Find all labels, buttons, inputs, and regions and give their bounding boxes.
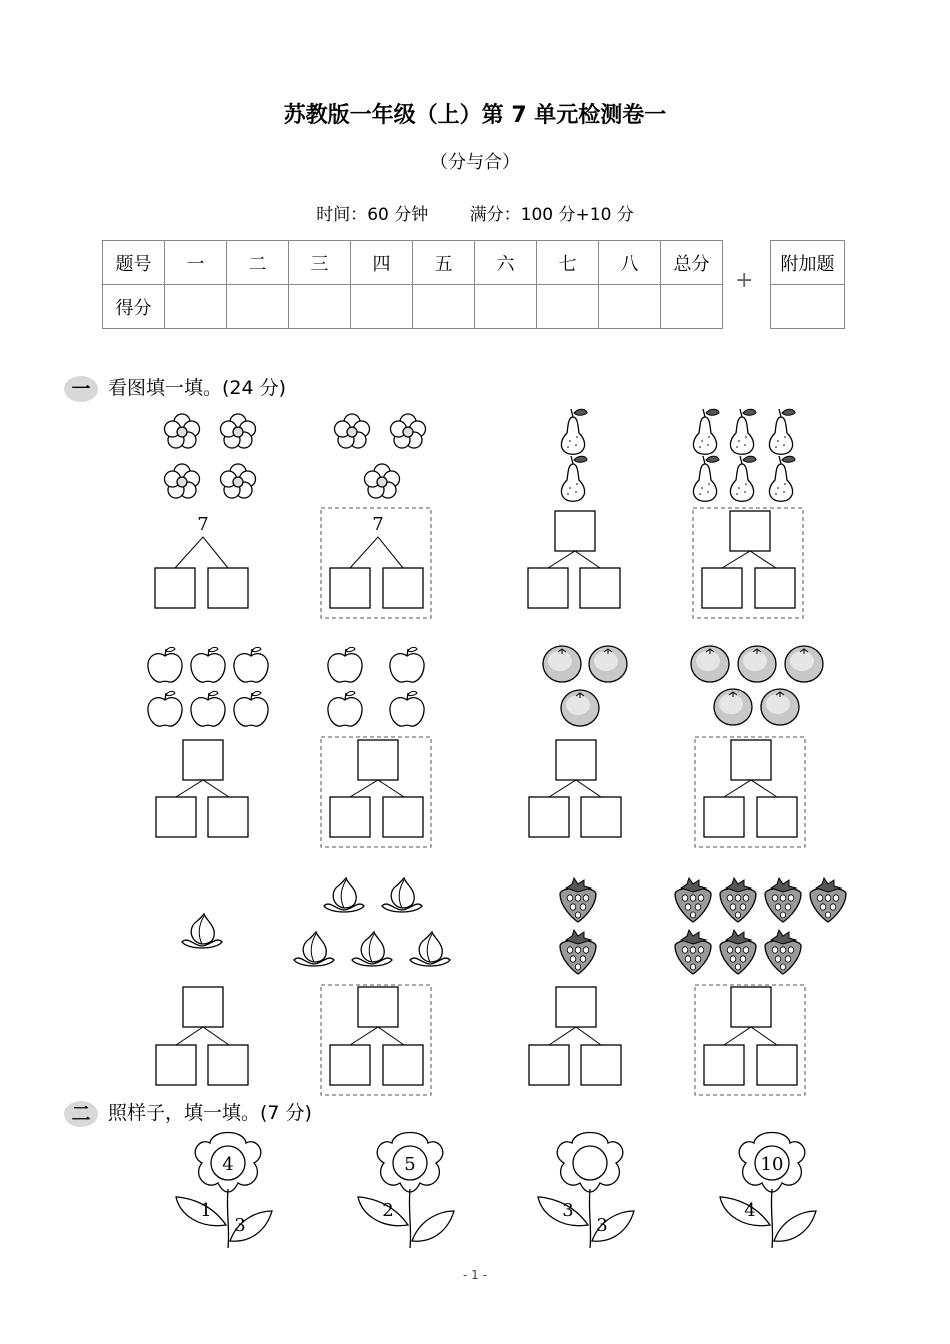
cell: 一 <box>165 241 227 285</box>
number-flower <box>538 1133 634 1249</box>
flower-stem <box>589 1189 590 1248</box>
strawberry-group-1 <box>560 878 596 974</box>
cell: 得分 <box>103 285 165 329</box>
flower-right-number: 3 <box>234 1215 246 1236</box>
cell: 七 <box>537 241 599 285</box>
combine-diagram <box>156 740 248 837</box>
flower-left-number: 2 <box>382 1200 394 1221</box>
flower-total-number: 5 <box>404 1154 416 1175</box>
combine-diagram <box>702 511 795 608</box>
number-flower <box>176 1133 272 1249</box>
cell: 六 <box>475 241 537 285</box>
section-title: 看图填一填。(24 分) <box>108 377 287 399</box>
number-flower <box>358 1133 454 1249</box>
number-flowers <box>176 1133 816 1249</box>
combine-diagram <box>529 987 621 1085</box>
total-number: 7 <box>197 514 209 535</box>
combine-diagram <box>330 740 423 837</box>
plus-sign: + <box>735 268 754 293</box>
combine-diagram <box>704 987 797 1085</box>
apple-group-2 <box>328 647 424 726</box>
number-flower <box>720 1133 816 1249</box>
strawberry-group-2 <box>675 878 846 974</box>
peach-group-2 <box>294 878 450 966</box>
apple-group-1 <box>148 647 268 726</box>
flower-leaf-right <box>412 1211 454 1241</box>
total-number: 7 <box>372 514 384 535</box>
flower-total-number: 10 <box>760 1154 784 1175</box>
time-info: 时间：60 分钟 <box>316 205 429 225</box>
page-subtitle: （分与合） <box>430 152 520 173</box>
flower-center <box>573 1146 607 1180</box>
flower-right-number: 3 <box>596 1215 608 1236</box>
flower-left-number: 1 <box>200 1200 212 1221</box>
section-title: 照样子，填一填。(7 分) <box>108 1102 312 1124</box>
combine-diagram <box>528 511 620 608</box>
flower-total-number: 4 <box>222 1154 234 1175</box>
flower-group-2 <box>335 414 426 498</box>
cell: 题号 <box>103 241 165 285</box>
cell: 八 <box>599 241 661 285</box>
combine-diagram <box>529 740 621 837</box>
flower-leaf-right <box>774 1211 816 1241</box>
cell: 四 <box>351 241 413 285</box>
combine-diagram <box>704 740 797 837</box>
combine-diagram <box>330 987 423 1085</box>
pear-group-1 <box>561 409 587 501</box>
orange-group-1 <box>543 646 627 726</box>
section-badge: 二 <box>64 1101 98 1127</box>
score-info: 满分：100 分+10 分 <box>469 205 634 225</box>
split-diagram <box>155 537 248 608</box>
section-badge: 一 <box>64 376 98 402</box>
cell: 三 <box>289 241 351 285</box>
extra-label: 附加题 <box>771 241 845 285</box>
flower-stem <box>227 1189 228 1248</box>
split-diagram <box>330 537 423 608</box>
pear-group-2 <box>693 409 795 501</box>
orange-group-2 <box>691 646 823 725</box>
flower-stem <box>771 1189 772 1248</box>
combine-diagram <box>156 987 248 1085</box>
page-number: - 1 - <box>463 1268 487 1282</box>
peach-group-1 <box>182 914 222 948</box>
page-title: 苏教版一年级（上）第 7 单元检测卷一 <box>283 103 667 128</box>
flower-stem <box>409 1189 410 1248</box>
cell: 二 <box>227 241 289 285</box>
cell: 五 <box>413 241 475 285</box>
flower-group-1 <box>165 414 256 498</box>
flower-left-number: 3 <box>562 1200 574 1221</box>
flower-left-number: 4 <box>744 1200 756 1221</box>
cell: 总分 <box>661 241 723 285</box>
